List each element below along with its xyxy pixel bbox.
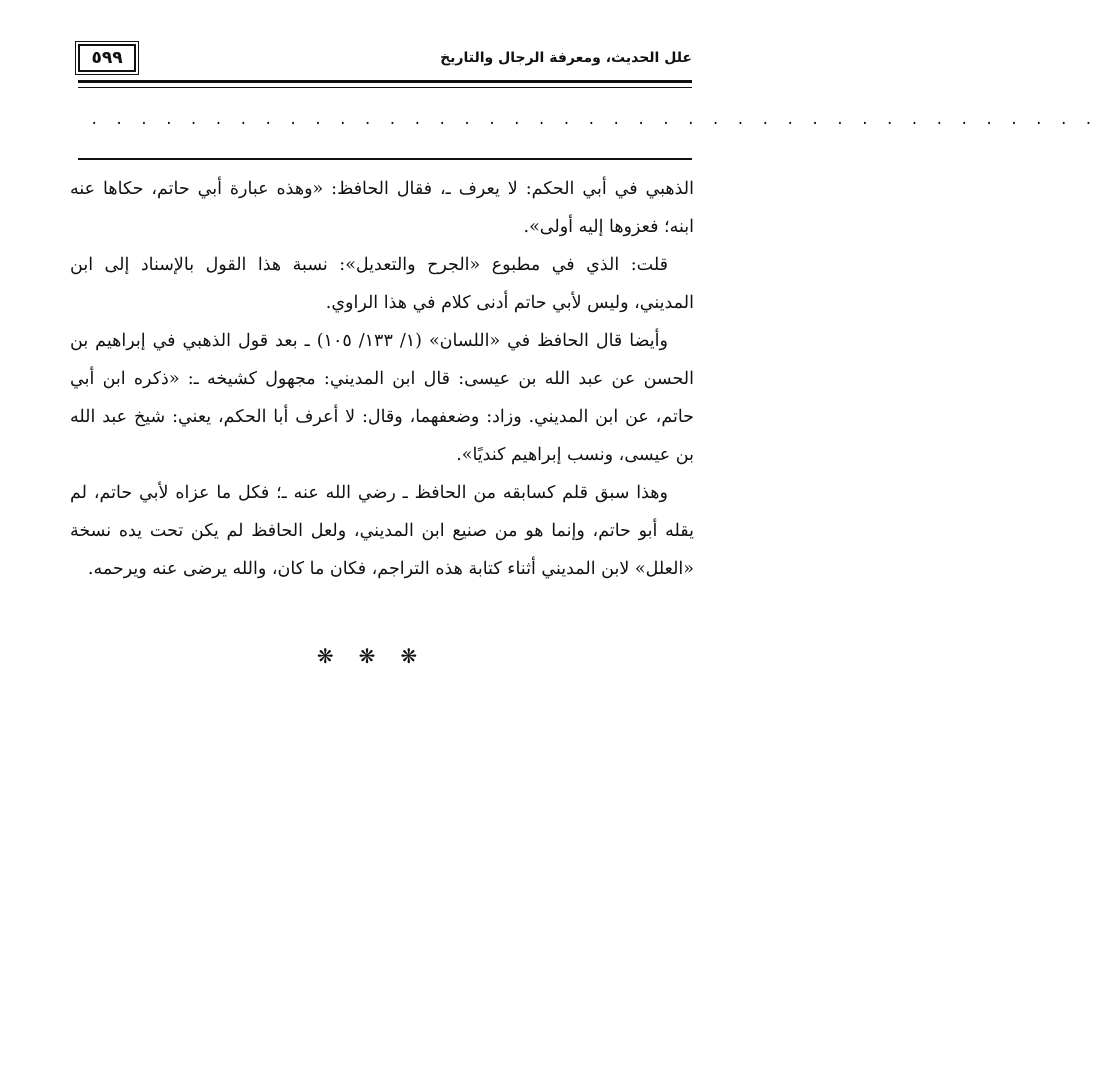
page-header (78, 42, 692, 78)
omission-dots: . . . . . . . . . . . . . . . . . . . . . . . . . . . . . . . . . . . . . . . . . (90, 112, 1097, 128)
paragraph-1: الذهبي في أبي الحكم: لا يعرف ـ، فقال الحافظ: «وهذه عبارة أبي حاتم، حكاها عنه ابنه؛ فعزوها إليه أولى». (70, 179, 694, 237)
header-rule-thin (78, 87, 692, 88)
paragraph-4: وهذا سبق قلم كسابقه من الحافظ ـ رضي الله عنه ـ؛ فكل ما عزاه لأبي حاتم، لم يقله أبو حاتم، وإنما هو من صنيع ابن المديني، ولعل الحافظ لم يكن تحت يده نسخة «العلل» لابن المديني أثناء كتابة هذه التراجم، فكان ما كان، والله يرضى عنه ويرحمه. (70, 483, 694, 579)
header-rule-thick (78, 80, 692, 83)
end-ornament: ❋ ❋ ❋ (316, 644, 418, 668)
running-title: علل الحديث، ومعرفة الرجال والتاريخ (440, 50, 692, 66)
paragraph-3: وأيضا قال الحافظ في «اللسان» (١/ ١٣٣/ ١٠٥) ـ بعد قول الذهبي في إبراهيم بن الحسن عن عبد الله بن عيسى: قال ابن المديني: مجهول كشيخه ـ: «ذكره ابن أبي حاتم، عن ابن المديني. وزاد: وضعفهما، وقال: لا أعرف أبا الحكم، يعني: شيخ عبد الله بن عيسى، ونسب إبراهيم كنديًا». (70, 331, 694, 465)
paragraph-2: قلت: الذي في مطبوع «الجرح والتعديل»: نسبة هذا القول بالإسناد إلى ابن المديني، وليس لأبي حاتم أدنى كلام في هذا الراوي. (70, 255, 694, 313)
page-number: ٥٩٩ (78, 44, 136, 72)
body-text (70, 170, 694, 588)
section-divider (78, 158, 692, 160)
